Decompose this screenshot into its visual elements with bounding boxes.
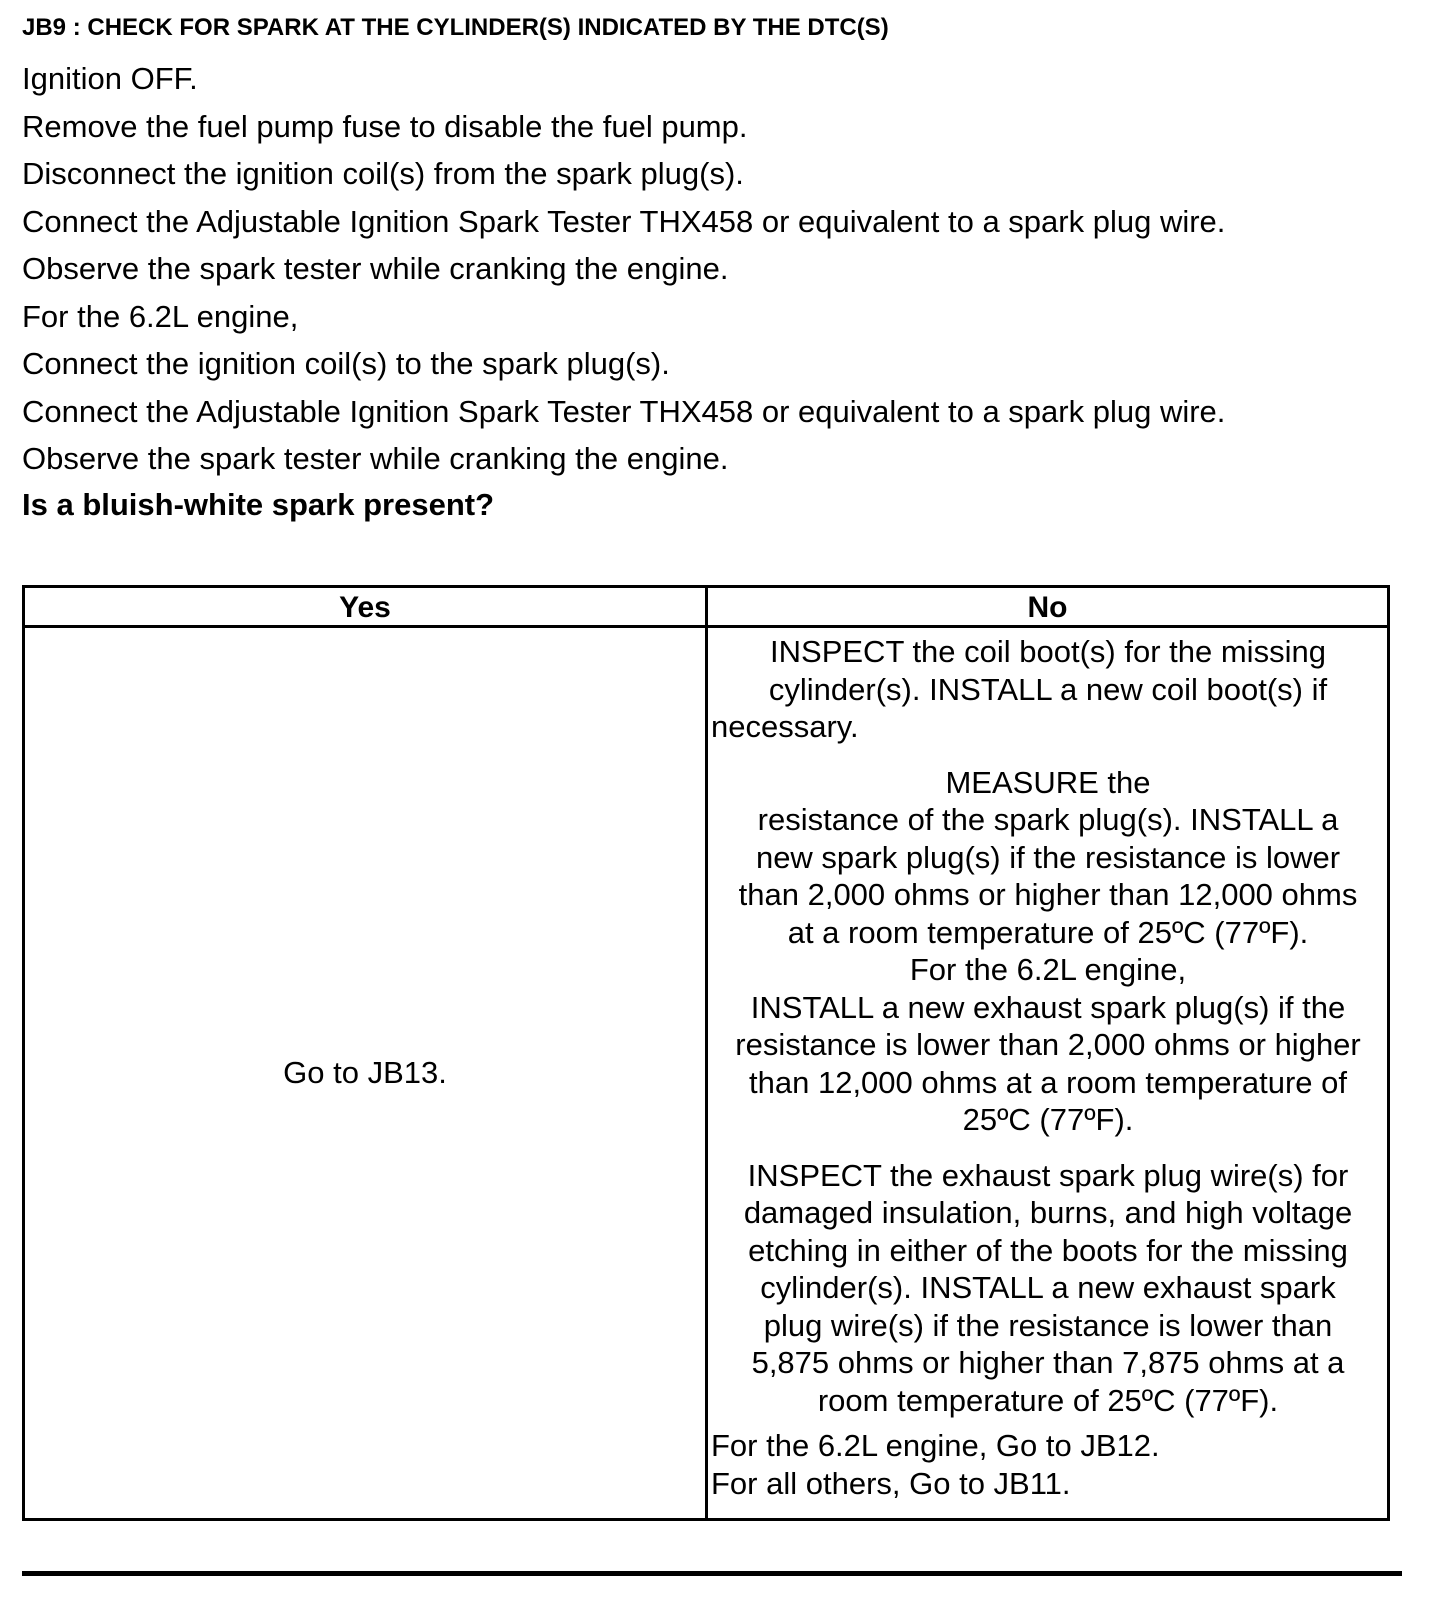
text-line: INSPECT the exhaust spark plug wire(s) for bbox=[747, 1157, 1349, 1193]
step-item: Connect the Adjustable Ignition Spark Tester THX458 or equivalent to a spark plug wire. bbox=[22, 393, 1226, 429]
measure-resistance-text bbox=[711, 764, 1385, 1139]
column-divider bbox=[705, 588, 708, 1518]
text-line: cylinder(s). INSTALL a new coil boot(s) if bbox=[768, 671, 1328, 707]
text-line: necessary. bbox=[711, 709, 859, 744]
no-column-header: No bbox=[1027, 591, 1068, 624]
step-item: For the 6.2L engine, bbox=[22, 298, 299, 334]
text-line: damaged insulation, burns, and high voltage bbox=[743, 1195, 1353, 1230]
step-item: Disconnect the ignition coil(s) from the spark plug(s). bbox=[22, 156, 744, 191]
text-line: than 2,000 ohms or higher than 12,000 ohms bbox=[738, 877, 1358, 912]
yes-action-text: Go to JB13. bbox=[283, 1055, 447, 1090]
text-line: room temperature of 25ºC (77ºF). bbox=[817, 1382, 1279, 1418]
step-item: Remove the fuel pump fuse to disable the fuel pump. bbox=[22, 108, 748, 144]
decision-question: Is a bluish-white spark present? bbox=[22, 487, 495, 522]
yes-column-header: Yes bbox=[339, 591, 391, 624]
yes-action-cell bbox=[25, 628, 705, 1518]
text-line: resistance of the spark plug(s). INSTALL a bbox=[757, 802, 1339, 837]
step-list bbox=[22, 55, 1225, 483]
text-line: For the 6.2L engine, bbox=[909, 952, 1187, 987]
text-line: cylinder(s). INSTALL a new exhaust spark bbox=[760, 1270, 1336, 1305]
inspect-coil-boot-text bbox=[711, 633, 1385, 746]
step-item: Observe the spark tester while cranking the engine. bbox=[22, 251, 729, 286]
inspect-wire-text bbox=[711, 1157, 1385, 1420]
route-instructions bbox=[711, 1427, 1385, 1502]
text-line: new spark plug(s) if the resistance is lower bbox=[755, 839, 1341, 875]
text-line: INSTALL a new exhaust spark plug(s) if the bbox=[750, 989, 1346, 1025]
step-item: Connect the Adjustable Ignition Spark Tester THX458 or equivalent to a spark plug wire. bbox=[22, 203, 1226, 239]
text-line: plug wire(s) if the resistance is lower than bbox=[763, 1307, 1333, 1343]
text-line: resistance is lower than 2,000 ohms or higher bbox=[735, 1027, 1361, 1062]
route-line-others: For all others, Go to JB11. bbox=[711, 1465, 1071, 1501]
text-line: than 12,000 ohms at a room temperature of bbox=[749, 1064, 1347, 1100]
text-line: at a room temperature of 25ºC (77ºF). bbox=[787, 914, 1309, 950]
step-item: Ignition OFF. bbox=[22, 61, 198, 96]
text-line: 5,875 ohms or higher than 7,875 ohms at a bbox=[751, 1345, 1345, 1380]
text-line: etching in either of the boots for the missing bbox=[748, 1232, 1348, 1268]
text-line: 25ºC (77ºF). bbox=[962, 1102, 1134, 1137]
decision-table bbox=[22, 585, 1390, 1521]
step-item: Observe the spark tester while cranking the engine. bbox=[22, 441, 729, 476]
bottom-rule bbox=[22, 1571, 1402, 1576]
route-line-6-2l: For the 6.2L engine, Go to JB12. bbox=[711, 1428, 1160, 1463]
no-action-cell bbox=[711, 633, 1385, 1502]
step-item: Connect the ignition coil(s) to the spark plug(s). bbox=[22, 346, 670, 381]
text-line: MEASURE the bbox=[945, 764, 1151, 800]
text-line: INSPECT the coil boot(s) for the missing bbox=[770, 634, 1326, 669]
section-heading: JB9 : CHECK FOR SPARK AT THE CYLINDER(S) INDICATED BY THE DTC(S) bbox=[22, 14, 889, 41]
